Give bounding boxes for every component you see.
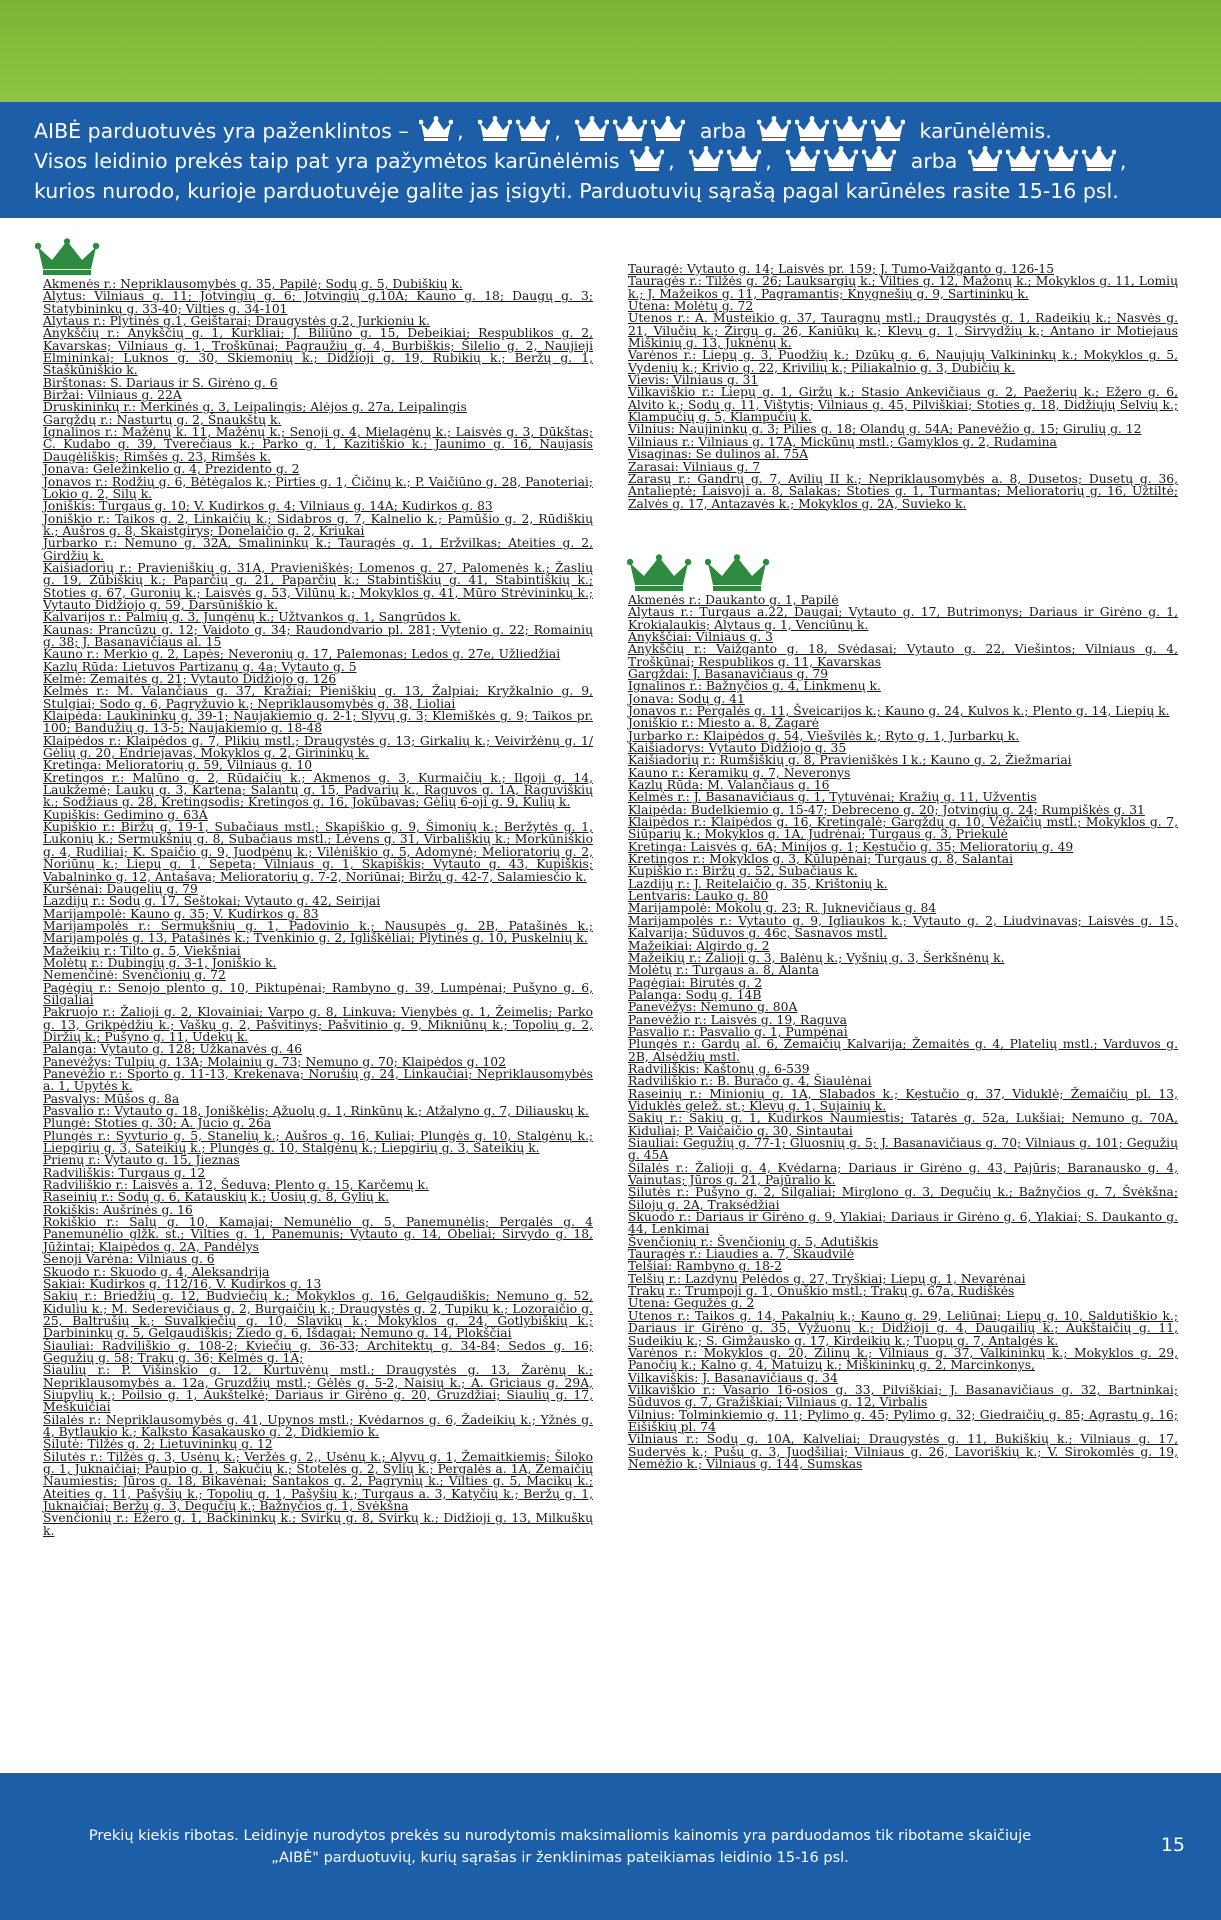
store-entry: Plungės r.: Syvturio g. 5, Stanelių k.; Aušros g. 16, Kuliai; Plungės g. 10, Stalgėnų k.; Liepgirių g. 3, Sateikių k.; Plungės g. 10, Stalgėnų k.; Liepgirių g. 3, Sateikių k. bbox=[43, 1128, 593, 1156]
store-entry: Ignalinos r.: Mažėnų k. 11, Mažėnų k.; Senoji g. 4, Mielagėnų k.; Laisvės g. 3, Dūkštas; Č. Kudabo g. 39, Tverečiaus k.; Parko g. 1, Kazitiškio k.; Jaunimo g. 16, Naujasis Daugėliškis; Rimšės g. 23, Rimšės k. bbox=[43, 425, 593, 464]
store-entry: Jonavos r.: Pergalės g. 11, Šveicarijos k.; Kauno g. 24, Kulvos k.; Plento g. 14, Liepių k. bbox=[628, 703, 1170, 718]
store-entry: Pasvalys: Mūšos g. 8a bbox=[43, 1091, 180, 1106]
store-entry: Kupiškis: Gedimino g. 63A bbox=[43, 807, 208, 822]
store-entry: Telšių r.: Lazdynų Pelėdos g. 27, Tryškiai; Liepų g. 1, Nevarėnai bbox=[628, 1271, 1026, 1286]
store-entry: Šakių r.: Sakių g. 1, Kudirkos Naumiestis; Tatarės g. 52a, Lukšiai; Nemuno g. 70A, Kiduliai; P. Vaičaičio g. 30, Sintautai bbox=[628, 1111, 1178, 1138]
store-entry: Pasvalio r.: Pasvalio g. 1, Pumpėnai bbox=[628, 1024, 848, 1039]
header-text: arba bbox=[910, 149, 958, 173]
header-line-2 bbox=[34, 146, 1221, 176]
page-number: 15 bbox=[1160, 1834, 1185, 1856]
store-entry: Ignalinos r.: Bažnyčios g. 4, Linkmenų k. bbox=[628, 679, 881, 694]
store-entry: Marijampolės r.: Vytauto g. 9, Igliaukos k.; Vytauto g. 2, Liudvinavas; Laisvės g. 15, Kalvarija; Sūduvos g. 46c, Sasnavos mstl. bbox=[628, 913, 1178, 941]
store-entry: Kretingos r.: Malūno g. 2, Rūdaičių k.; Akmenos g. 3, Kurmaičių k.; Ilgoji g. 14, Laukžemė; Laukų g. 3, Kartena; Šalantų g. 15, Padvarių k., Raguvos g. 1A, Raguviškių k.; Sodžiaus g. 28, Kretingsodis; Kretingos g. 16, Jokūbavas; Gėlių 6-oji g. 9, Kulių k. bbox=[43, 770, 593, 810]
crown-icon bbox=[786, 146, 820, 172]
crown-group-1: , bbox=[419, 116, 464, 146]
footer-note-line: Prekių kiekis ribotas. Leidinyje nurodytos prekės su nurodytomis maksimaliomis kainomis yra parduodamos tik ribotame skaičiuje bbox=[88, 1828, 1032, 1844]
store-entry: Nemenčinė: Švenčionių g. 72 bbox=[43, 968, 226, 983]
store-entry: Vilkaviškio r.: Liepų g. 1, Giržų k.; Stasio Ankevičiaus g. 2, Paežerių k.; Ežero g. 6, Alvito k.; Sodų g. 11, Vištytis; Vilniaus g. 45, Pilviškiai; Stoties g. 18, Didžiųjų Šelvių k.; Klampučių g. 5, Klampučių k. bbox=[628, 385, 1178, 425]
crown-icon bbox=[627, 554, 691, 592]
crown-group-4 bbox=[757, 116, 909, 146]
store-entry: Kretingos r.: Mokyklos g. 3, Kūlupėnai; Turgaus g. 8, Salantai bbox=[628, 852, 1014, 867]
crown-group-3 bbox=[786, 146, 900, 176]
store-entry: Kupiškio r.: Biržų g. 52, Subačiaus k. bbox=[628, 864, 858, 879]
store-entry: Utenos r.: Taikos g. 14, Pakalnių k.; Kauno g. 29, Leliūnai; Liepų g. 10, Saldutiškio k.; Dariaus ir Girėno g. 35, Vyžuonų k.; Didžioji g. 4, Daugailių k.; Aukštaičių g. 11, Sudeikių k.; S. Gimžausko g. 17, Kirdeikių k.; Tuopų g. 7, Antalgės k. bbox=[628, 1308, 1178, 1348]
crown-icon bbox=[871, 116, 905, 142]
store-entry: Vilnius: Naujininkų g. 3; Pilies g. 18; Olandų g. 54A; Panevėžio g. 15; Girulių g. 12 bbox=[628, 422, 1142, 437]
footer-note-line: „AIBĖ" parduotuvių, kurių sąrašas ir ženklinimas pateikiamas leidinio 15-16 psl. bbox=[271, 1850, 849, 1866]
store-entry: Vilnius: Tolminkiemio g. 11; Pylimo g. 45; Pylimo g. 32; Giedraičių g. 85; Agrastų g. 16; Eišiškių pl. 74 bbox=[628, 1407, 1178, 1434]
store-entry: Šilalės r.: Nepriklausomybės g. 41, Upynos mstl.; Kvėdarnos g. 6, Žadeikių k.; Yžnės g. 4, Bytlaukio k.; Kalksto Kasakausko g. 2, Didkiemio k. bbox=[43, 1412, 593, 1439]
store-entry: Šiauliai: Gegužių g. 77-1; Gluosnių g. 5; J. Basanavičiaus g. 70; Vilniaus g. 101; Gegužių g. 45A bbox=[628, 1136, 1178, 1163]
store-entry: Vilkaviškio r.: Vasario 16-osios g. 33, Pilviškiai; J. Basanavičiaus g. 32, Bartninkai; Sūduvos g. 7, Gražiškiai; Vilniaus g. 12, Virbalis bbox=[628, 1382, 1178, 1410]
store-entry: Senoji Varėna: Vilniaus g. 6 bbox=[43, 1252, 215, 1267]
store-entry: Klaipėdos r.: Klaipėdos g. 7, Plikių mstl.; Draugystės g. 13; Girkalių k.; Veiviržėnų g. 1/ Gėlių g. 20, Endriejavas, Mokyklos g. 2, Girininkų k. bbox=[43, 733, 593, 761]
store-entry: Radviliškio r.: B. Buračo g. 4, Šiaulėnai bbox=[628, 1074, 872, 1089]
store-list-right bbox=[628, 263, 1178, 1470]
store-entry: Mažeikiai: Algirdo g. 2 bbox=[628, 938, 770, 953]
store-entry: Kelmė: Žemaitės g. 21; Vytauto Didžiojo g. 126 bbox=[43, 672, 337, 686]
crown-group-2: , bbox=[478, 116, 561, 146]
store-entry: Kauno r.: Merkio g. 2, Lapės; Neveronių g. 17, Palemonas; Ledos g. 27e, Užliedžiai bbox=[43, 647, 561, 662]
store-entry: Radviliškis: Kaštonų g. 6-539 bbox=[628, 1061, 810, 1076]
crown-icon bbox=[613, 116, 647, 142]
store-entry: Kaišiadorių r.: Pravieniškių g. 31A, Pravieniškės; Lomenos g. 27, Palomenės k.; Žaslių g. 19, Žūbiškių k.; Paparčių g. 21, Paparčių k.; Stabintiškių g. 41, Stabintiškių k.; Stoties g. 67, Guronių k.; Laisvės g. 53, Vilūnų k.; Mokyklos g. 41, Mūro Strėvininkų k.; Vytauto Didžiojo g. 59, Darsūniškio k. bbox=[43, 560, 593, 612]
store-entry: Vievis: Vilniaus g. 31 bbox=[628, 373, 759, 388]
store-entry: Tauragės r.: Tilžės g. 26; Lauksargių k.; Vilties g. 12, Mažonų k.; Mokyklos g. 11, Lomių k.; J. Mažeikos g. 11, Pagramantis; Knygnešių g. 9, Sartininkų k. bbox=[628, 274, 1178, 301]
crown-icon bbox=[689, 146, 723, 172]
store-entry: Plungė: Stoties g. 30; A. Jucio g. 26a bbox=[43, 1116, 272, 1131]
store-entry: Skuodo r.: Skuodo g. 4, Aleksandrija bbox=[43, 1264, 270, 1279]
store-entry: Alytaus r.: Plytinės g.1, Geištarai; Draugystės g.2, Jurkioniu k. bbox=[43, 314, 430, 329]
store-entry: Joniškio r.: Taikos g. 2, Linkaičių k.; Sidabros g. 7, Kalnelio k.; Pamūšio g. 2, Rūdiškių k.; Aušros g. 8, Skaistgirys; Donelaičio g. 2, Kriukai bbox=[43, 511, 593, 538]
store-entry: Panevėžio r.: Sporto g. 11-13, Krekenava; Norušių g. 24, Linkaučiai; Nepriklausomybės a. 1, Upytės k. bbox=[43, 1067, 593, 1094]
store-entry: Zarasai: Vilniaus g. 7 bbox=[628, 459, 761, 474]
store-entry: Vilniaus r.: Vilniaus g. 17A, Mickūnų mstl.; Gamyklos g. 2, Rudamina bbox=[628, 434, 1057, 449]
store-entry: Klaipėdos r.: Klaipėdos g. 16, Kretingalė; Gargždų g. 10, Vėžaičių mstl.; Mokyklos g. 7, Šiūparių k.; Mokyklos g. 1A, Judrėnai; Turgaus g. 3, Priekulė bbox=[628, 815, 1178, 842]
one-crown-store-list bbox=[43, 278, 593, 1537]
store-entry: Joniškio r.: Miesto a. 8, Žagarė bbox=[628, 716, 820, 731]
header-text: arba bbox=[699, 119, 747, 143]
store-entry: Klaipėda: Laukininkų g. 39-1; Naujakiemio g. 2-1; Šlyvų g. 3; Klemiškės g. 9; Taikos pr. 100; Bandužių g. 13-5; Naujakiemio g. 18-48 bbox=[43, 709, 593, 736]
store-entry: Marijampolė: Mokolų g. 23; R. Juknevičiaus g. 84 bbox=[628, 901, 937, 916]
store-entry: Anykščiai: Vilniaus g. 3 bbox=[628, 629, 774, 644]
store-entry: Kalvarijos r.: Palmių g. 3, Jungėnų k.; Užtvankos g. 1, Sangrūdos k. bbox=[43, 610, 461, 625]
crown-icon bbox=[35, 238, 99, 276]
store-entry: Pakruojo r.: Žalioji g. 2, Klovainiai; Varpo g. 8, Linkuva; Vienybės g. 1, Žeimelis; Parko g. 13, Grikpėdžių k.; Vaškų g. 2, Pašvitinys; Pašvitinio g. 9, Mikniūnų k.; Topolių g. 2, Diržių k.; Pušyno g. 11, Ūdekų k. bbox=[43, 1005, 593, 1044]
store-entry: Šakiai: Kudirkos g. 112/16, V. Kudirkos g. 13 bbox=[43, 1276, 322, 1291]
store-entry: Tauragės r.: Liaudies a. 7, Skaudvilė bbox=[628, 1247, 855, 1262]
crown-icon bbox=[824, 146, 858, 172]
store-entry: Jonava: Sodų g. 41 bbox=[628, 691, 745, 706]
store-entry: Marijampolė: Kauno g. 35; V. Kudirkos g. 83 bbox=[43, 906, 319, 921]
store-entry: Šilutės r.: Tilžės g. 3, Usėnų k.; Veržės g. 2,, Usėnų k.; Alyvų g. 1, Žemaitkiemis; Šiloko g. 1, Juknaičiai; Paupio g. 1, Sakučių k.; Stotelės g. 2, Šylių k.; Pergalės a. 1A, Žemaičių Naumiestis; Jūros g. 18, Bikavėnai; Santakos g. 2, Pagrynių k.; Vilties g. 5, Macikų k.; Ateities g. 11, Pašyšių k.; Topolių g. 1, Pašyšių k.; Turgaus a. 3, Katyčių k.; Beržų g. 1, Juknaičiai; Beržų g. 3, Degučių k.; Bažnyčios g. 1, Švėkšna bbox=[43, 1449, 593, 1514]
store-entry: Šiauliai: Radviliškio g. 108-2; Kviečių g. 36-33; Architektų g. 34-84; Sedos g. 16; Gegužių g. 58; Trakų g. 36; Kelmės g. 1A; bbox=[43, 1338, 593, 1365]
crown-icon bbox=[757, 116, 791, 142]
store-entry: Pasvalio r.: Vytauto g. 18, Joniškėlis; Ąžuolų g. 1, Rinkūnų k.; Atžalyno g. 7, Diliauskų k. bbox=[43, 1104, 589, 1119]
store-entry: Tauragė: Vytauto g. 14; Laisvės pr. 159; J. Tumo-Vaižganto g. 126-15 bbox=[628, 262, 1055, 276]
store-entry: Utena: Molėtų g. 72 bbox=[628, 299, 754, 314]
footer-note bbox=[60, 1825, 1060, 1869]
store-entry: Kazlų Rūda: M. Valančiaus g. 16 bbox=[628, 778, 830, 793]
store-entry: Palanga: Vytauto g. 128; Užkanavės g. 46 bbox=[43, 1042, 303, 1057]
store-entry: Kretinga: Melioratorių g. 59, Vilniaus g. 10 bbox=[43, 758, 313, 773]
store-entry: Gargždai: J. Basanavičiaus g. 79 bbox=[628, 666, 829, 681]
header-banner bbox=[0, 102, 1221, 218]
store-entry: Radviliškio r.: Laisvės a. 12, Šeduva; Plento g. 15, Karčemų k. bbox=[43, 1178, 429, 1193]
store-entry: Akmenės r.: Daukanto g. 1, Papilė bbox=[628, 592, 839, 607]
header-text: Visos leidinio prekės taip pat yra pažymėtos karūnėlėmis bbox=[34, 149, 620, 173]
store-entry: Skuodo r.: Dariaus ir Girėno g. 9, Ylakiai; Dariaus ir Girėno g. 6, Ylakiai; S. Daukanto g. 44, Lenkimai bbox=[628, 1210, 1178, 1237]
store-entry: Druskininkų r.: Merkinės g. 3, Leipalingis; Alėjos g. 27a, Leipalingis bbox=[43, 400, 467, 415]
crown-icon bbox=[478, 116, 512, 142]
crown-icon bbox=[727, 146, 761, 172]
store-entry: Lazdijų r.: J. Reitelaičio g. 35, Krištonių k. bbox=[628, 876, 888, 891]
store-entry: Varėnos r.: Mokyklos g. 20, Žilinų k.; Vilniaus g. 37, Valkininkų k.; Mokyklos g. 29, Panočių k.; Kalno g. 4, Matuizų k.; Miškininkų g. 2, Marcinkonys, bbox=[628, 1345, 1178, 1373]
store-entry: Kuršėnai: Daugelių g. 79 bbox=[43, 881, 198, 896]
crown-group-1: , bbox=[630, 146, 675, 176]
store-entry: Vilkaviškis: J. Basanavičiaus g. 34 bbox=[628, 1370, 838, 1385]
crown-icon bbox=[516, 116, 550, 142]
store-entry: Rokiškio r.: Salų g. 10, Kamajai; Nemunėlio g. 5, Panemunėlis; Pergalės g. 4 Panemunėlio glžk. st.; Vilties g. 1, Panemunis; Vytauto g. 14, Obeliai; Sirvydo g. 18, Jūžintai; Klaipėdos g. 2A, Pandėlys bbox=[43, 1215, 593, 1254]
store-entry: Birštonas: S. Dariaus ir S. Girėno g. 6 bbox=[43, 375, 278, 390]
store-entry: Prienų r.: Vytauto g. 15, Jieznas bbox=[43, 1153, 240, 1168]
store-entry: Molėtų r.: Dubingių g. 3-1, Joniškio k. bbox=[43, 955, 277, 970]
store-entry: Kupiškio r.: Biržų g. 19-1, Subačiaus mstl.; Skapiškio g. 9, Šimonių k.; Beržytės g. 1, Lukonių k.; Šermukšnių g. 8, Subačiaus mstl.; Lėvens g. 31, Virbališkių k.; Morkūniškio g. 4, Rudiliai; K. Spaičio g. 9, Juodpėnų k.; Vilėniškio g. 5, Adomynė; Melioratorių g. 2, Noriūnų k.; Liepų g. 1, Sepeta; Vilniaus g. 1, Skapiškis; Vytauto g. 43, Kupiškis; Vabalninko g. 12, Antašava; Melioratorių g. 7-2, Noriūnai; Biržų g. 42-7, Salamiesčio k. bbox=[43, 820, 593, 884]
store-entry: Trakų r.: Trumpoji g. 1, Onuškio mstl.; Trakų g. 67a, Rudiškės bbox=[628, 1284, 1015, 1299]
store-entry: Kazlų Rūda: Lietuvos Partizanų g. 4a; Vytauto g. 5 bbox=[43, 659, 357, 674]
crown-group-4: , bbox=[968, 146, 1127, 176]
store-entry: Rokiškis: Aušrinės g. 16 bbox=[43, 1202, 193, 1217]
store-entry: Mažeikių r.: Tilto g. 5, Viekšniai bbox=[43, 943, 241, 958]
store-entry: Šilalės r.: Žalioji g. 4, Kvėdarna; Dariaus ir Girėno g. 43, Pajūris; Baranausko g. 4, Vainutas; Jūros g. 21, Pajūralio k. bbox=[628, 1160, 1178, 1188]
store-entry: Alytaus r.: Turgaus a.22, Daugai; Vytauto g. 17, Butrimonys; Dariaus ir Girėno g. 1, Krokialaukis; Alytaus g. 1, Venciūnų k. bbox=[628, 605, 1178, 632]
store-entry: Anykščių r.: Vaižganto g. 18, Svėdasai; Vytauto g. 22, Viešintos; Vilniaus g. 4, Troškūnai; Respublikos g. 11, Kavarskas bbox=[628, 642, 1178, 669]
store-entry: Panevėžys: Nemuno g. 80A bbox=[628, 1000, 798, 1015]
crown-group-2: , bbox=[689, 146, 772, 176]
store-entry: Jonavos r.: Rodžių g. 6, Bėtėgalos k.; Pirties g. 1, Čičinų k.; P. Vaičiūno g. 28, Panoteriai; Lokio g. 2, Šilų k. bbox=[43, 474, 593, 501]
store-entry: Panevėžio r.: Laisvės g. 19, Raguva bbox=[628, 1012, 847, 1027]
store-entry: Lentvaris: Lauko g. 80 bbox=[628, 889, 769, 904]
crown-icon bbox=[1082, 146, 1116, 172]
crown-icon bbox=[1006, 146, 1040, 172]
store-entry: Telšiai: Rambyno g. 18-2 bbox=[628, 1259, 782, 1274]
store-entry: Alytus: Vilniaus g. 11; Jotvingių g. 6; Jotvingių g.10A; Kauno g. 18; Daugų g. 3; Statybininkų g. 33-40; Vilties g. 34-101 bbox=[43, 289, 593, 316]
store-entry: Gargždų r.: Nasturtų g. 2, Šnaukštų k. bbox=[43, 412, 282, 427]
store-entry: Šiaulių r.: P. Višinskio g. 12, Kurtuvėnų mstl.; Draugystės g. 13, Žarėnų k.; Nepriklausomybės a. 12a, Gruzdžių mstl.; Gėlės g. 5-2, Naisių k.; A. Griciaus g. 29A, Šiupylių k.; Poilsio g. 1, Aukštelkė; Dariaus ir Girėno g. 20, Gruzdžiai; Šiaulių g. 17, Meškuičiai bbox=[43, 1363, 593, 1415]
store-entry: Utena: Gegužės g. 2 bbox=[628, 1296, 755, 1311]
crown-icon bbox=[1044, 146, 1078, 172]
store-entry: Šilutė: Tilžės g. 2; Lietuvininkų g. 12 bbox=[43, 1437, 273, 1452]
store-entry: Biržai: Vilniaus g. 22A bbox=[43, 388, 182, 403]
store-entry: Kelmės r.: J. Basanavičiaus g. 1, Tytuvėnai; Kražių g. 11, Užventis bbox=[628, 790, 1037, 805]
store-entry: Pagėgiai: Birutės g. 2 bbox=[628, 975, 763, 990]
store-entry: Švenčionių r.: Švenčionių g. 5, Adutiškis bbox=[628, 1234, 879, 1249]
store-entry: Kaišiadorių r.: Rumšiškių g. 8, Pravieniškės I k.; Kauno g. 2, Žiežmariai bbox=[628, 753, 1072, 768]
store-entry: Visaginas: Se dulinos al. 75A bbox=[628, 447, 809, 462]
store-entry: Panevėžys: Tulpių g. 13A; Molainių g. 73; Nemuno g. 70; Klaipėdos g. 102 bbox=[43, 1054, 506, 1069]
store-entry: Klaipėda: Budelkiemio g. 15-47; Debreceno g. 20; Jotvingių g. 24; Rumpiškės g. 31 bbox=[628, 802, 1145, 817]
store-entry: Šilutės r.: Pušyno g. 2, Šilgaliai; Mirglono g. 3, Degučių k.; Bažnyčios g. 7, Švėkšna; Šilojų g. 2A, Traksėdžiai bbox=[628, 1185, 1178, 1212]
two-crown-store-list bbox=[628, 594, 1178, 1470]
header-line-3: kurios nurodo, kurioje parduotuvėje galite jas įsigyti. Parduotuvių sąrašą pagal karūnėles rasite 15-16 psl. bbox=[34, 179, 1119, 203]
store-entry: Varėnos r.: Liepų g. 3, Puodžių k.; Dzūkų g. 6, Naujųjų Valkininkų k.; Mokyklos g. 5, Vydenių k.; Krivio g. 22, Krivilių k.; Piliakalnio g. 3, Dubičių k. bbox=[628, 348, 1178, 375]
top-green-band bbox=[0, 0, 1221, 102]
store-entry: Kaišiadorys: Vytauto Didžiojo g. 35 bbox=[628, 741, 847, 755]
store-entry: Kaunas: Prancūzų g. 12; Vaidoto g. 34; Raudondvario pl. 281; Vytenio g. 22; Romainių g. 38; J. Basanavičiaus al. 15 bbox=[43, 622, 593, 649]
store-entry: Radviliškis: Turgaus g. 12 bbox=[43, 1165, 206, 1180]
crown-icon bbox=[862, 146, 896, 172]
store-entry: Kelmės r.: M. Valančiaus g. 37, Kražiai; Pieniškių g. 13, Žalpiai; Kryžkalnio g. 9, Stulgiai; Sodo g. 6, Pagryžuvio k.; Nepriklausomybės g. 38, Lioliai bbox=[43, 684, 593, 711]
crown-icon bbox=[968, 146, 1002, 172]
crown-icon bbox=[795, 116, 829, 142]
store-entry: Jurbarko r.: Klaipėdos g. 54, Viešvilės k.; Ryto g. 1, Jurbarkų k. bbox=[628, 728, 1020, 743]
store-entry: Kauno r.: Keramikų g. 7, Neveronys bbox=[628, 765, 851, 780]
crown-icon bbox=[833, 116, 867, 142]
section-spacer bbox=[628, 510, 1178, 554]
store-entry: Palanga: Sodų g. 14B bbox=[628, 987, 762, 1002]
crown-icon bbox=[419, 116, 453, 142]
two-crown-marker bbox=[627, 554, 1178, 592]
crown-icon bbox=[575, 116, 609, 142]
store-entry: Plungės r.: Gardų al. 6, Žemaičių Kalvarija; Žemaitės g. 4, Platelių mstl.; Varduvos g. 2B, Alsėdžių mstl. bbox=[628, 1037, 1178, 1064]
store-entry: Utenos r.: A. Musteikio g. 37, Tauragnų mstl.; Draugystės g. 1, Radeikių k.; Nasvės g. 21, Vilučių k.; Žirgų g. 26, Kaniūkų k.; Klevų g. 1, Sirvydžių k.; Antano ir Motiejaus Miškinių g. 13, Juknėnų k. bbox=[628, 311, 1178, 351]
store-entry: Mažeikių r.: Žalioji g. 3, Balėnų k.; Vyšnių g. 3, Šerkšnėnų k. bbox=[628, 950, 1005, 965]
store-entry: Švenčionių r.: Ežero g. 1, Bačkininkų k.; Svirkų g. 8, Svirkų k.; Didžioji g. 13, Milkuškų k. bbox=[43, 1511, 593, 1538]
header-line-1 bbox=[34, 116, 1221, 146]
store-entry: Jurbarko r.: Nemuno g. 32A, Smalininkų k.; Tauragės g. 1, Eržvilkas; Ateities g. 2, Girdžių k. bbox=[43, 536, 593, 563]
store-entry: Pagėgių r.: Senojo plento g. 10, Piktupėnai; Rambyno g. 39, Lumpėnai; Pušyno g. 6, Šilgaliai bbox=[43, 980, 593, 1007]
crown-icon bbox=[651, 116, 685, 142]
store-entry: Molėtų r.: Turgaus a. 8, Alanta bbox=[628, 963, 819, 978]
store-entry: Jonava: Geležinkelio g. 4, Prezidento g. 2 bbox=[43, 462, 300, 477]
store-entry: Joniškis: Turgaus g. 10; V. Kudirkos g. 4; Vilniaus g. 14A; Kudirkos g. 83 bbox=[43, 499, 493, 514]
store-entry: Raseinių r.: Minionių g. 1A, Slabados k.; Kęstučio g. 37, Viduklė; Žemaičių pl. 13, Viduklės gelež. st.; Klevų g. 1, Sujainių k. bbox=[628, 1086, 1178, 1113]
store-entry: Kretinga: Laisvės g. 6A; Minijos g. 1; Kęstučio g. 35; Melioratorių g. 49 bbox=[628, 839, 1074, 854]
store-entry: Vilniaus r.: Sodų g. 10A, Kalveliai; Draugystės g. 11, Bukiškių k.; Vilniaus g. 17, Sudervės k.; Pušų g. 3, Juodšiliai; Vilniaus g. 26, Lavoriškių k.; V. Sirokomlės g. 19, Nemėžio k.; Vilniaus g. 144, Šumskas bbox=[628, 1432, 1178, 1471]
store-list-left bbox=[43, 238, 593, 1537]
store-entry: Lazdijų r.: Sodų g. 17, Šeštokai; Vytauto g. 42, Seirijai bbox=[43, 894, 381, 909]
footer-banner bbox=[0, 1773, 1221, 1920]
store-entry: Anykščių r.: Anykščių g. 1, Kurkliai; J. Biliūno g. 15, Debeikiai; Respublikos g. 2, Kavarskas; Vilniaus g. 1, Troškūnai; Pagraužių g. 4, Burbiškis; Šilelio g. 2, Naujieji Elmininkai; Luknos g. 30, Skiemonių k.; Didžioji g. 19, Rubikių k.; Beržų g. 1, Staškūniškio k. bbox=[43, 326, 593, 378]
store-entry: Raseinių r.: Sodų g. 6, Katauskių k.; Uosių g. 8, Gylių k. bbox=[43, 1190, 390, 1205]
crown-icon bbox=[705, 554, 769, 592]
store-entry: Zarasų r.: Gandrų g. 7, Avilių II k.; Nepriklausomybės a. 8, Dusetos; Dusetų g. 36, Antalieptė; Laisvoji a. 8, Salakas; Stoties g. 1, Turmantas; Melioratorių g. 16, Užtiltė; Zalvės g. 17, Antazavės k.; Mokyklos g. 2A, Suvieko k. bbox=[628, 471, 1178, 511]
one-crown-marker bbox=[35, 238, 593, 276]
one-crown-store-list-continued bbox=[628, 263, 1178, 510]
store-entry: Šakių r.: Briedžių g. 12, Budviečių k.; Mokyklos g. 16, Gelgaudiškis; Nemuno g. 52, Kiduliu k.; M. Sederevičiaus g. 2, Burgaičių k.; Draugystės g. 2, Tupikų k.; Lozoraičio g. 25, Baltrušių k.; Suvalkiečių g. 10, Slavikų k.; Mokyklos g. 24, Gotlybiškių k.; Darbininkų g. 5, Gelgaudiškis; Žiedo g. 6, Išdagai; Nemuno g. 14, Plokščiai bbox=[43, 1289, 593, 1341]
store-entry: Marijampolės r.: Sermukšnių g. 1, Padovinio k.; Nausupės g. 2B, Patašinės k.; Marijampolės g. 13, Patašinės k.; Tvenkinio g. 2, Igliškėliai; Plytinės g. 10, Puskelnių k. bbox=[43, 918, 593, 946]
header-text: karūnėlėmis. bbox=[919, 119, 1052, 143]
store-entry: Akmenės r.: Nepriklausomybės g. 35, Papilė; Sodų g. 5, Dubiškių k. bbox=[43, 277, 463, 291]
header-text: AIBĖ parduotuvės yra paženklintos – bbox=[34, 119, 409, 143]
crown-group-3 bbox=[575, 116, 689, 146]
crown-icon bbox=[630, 146, 664, 172]
